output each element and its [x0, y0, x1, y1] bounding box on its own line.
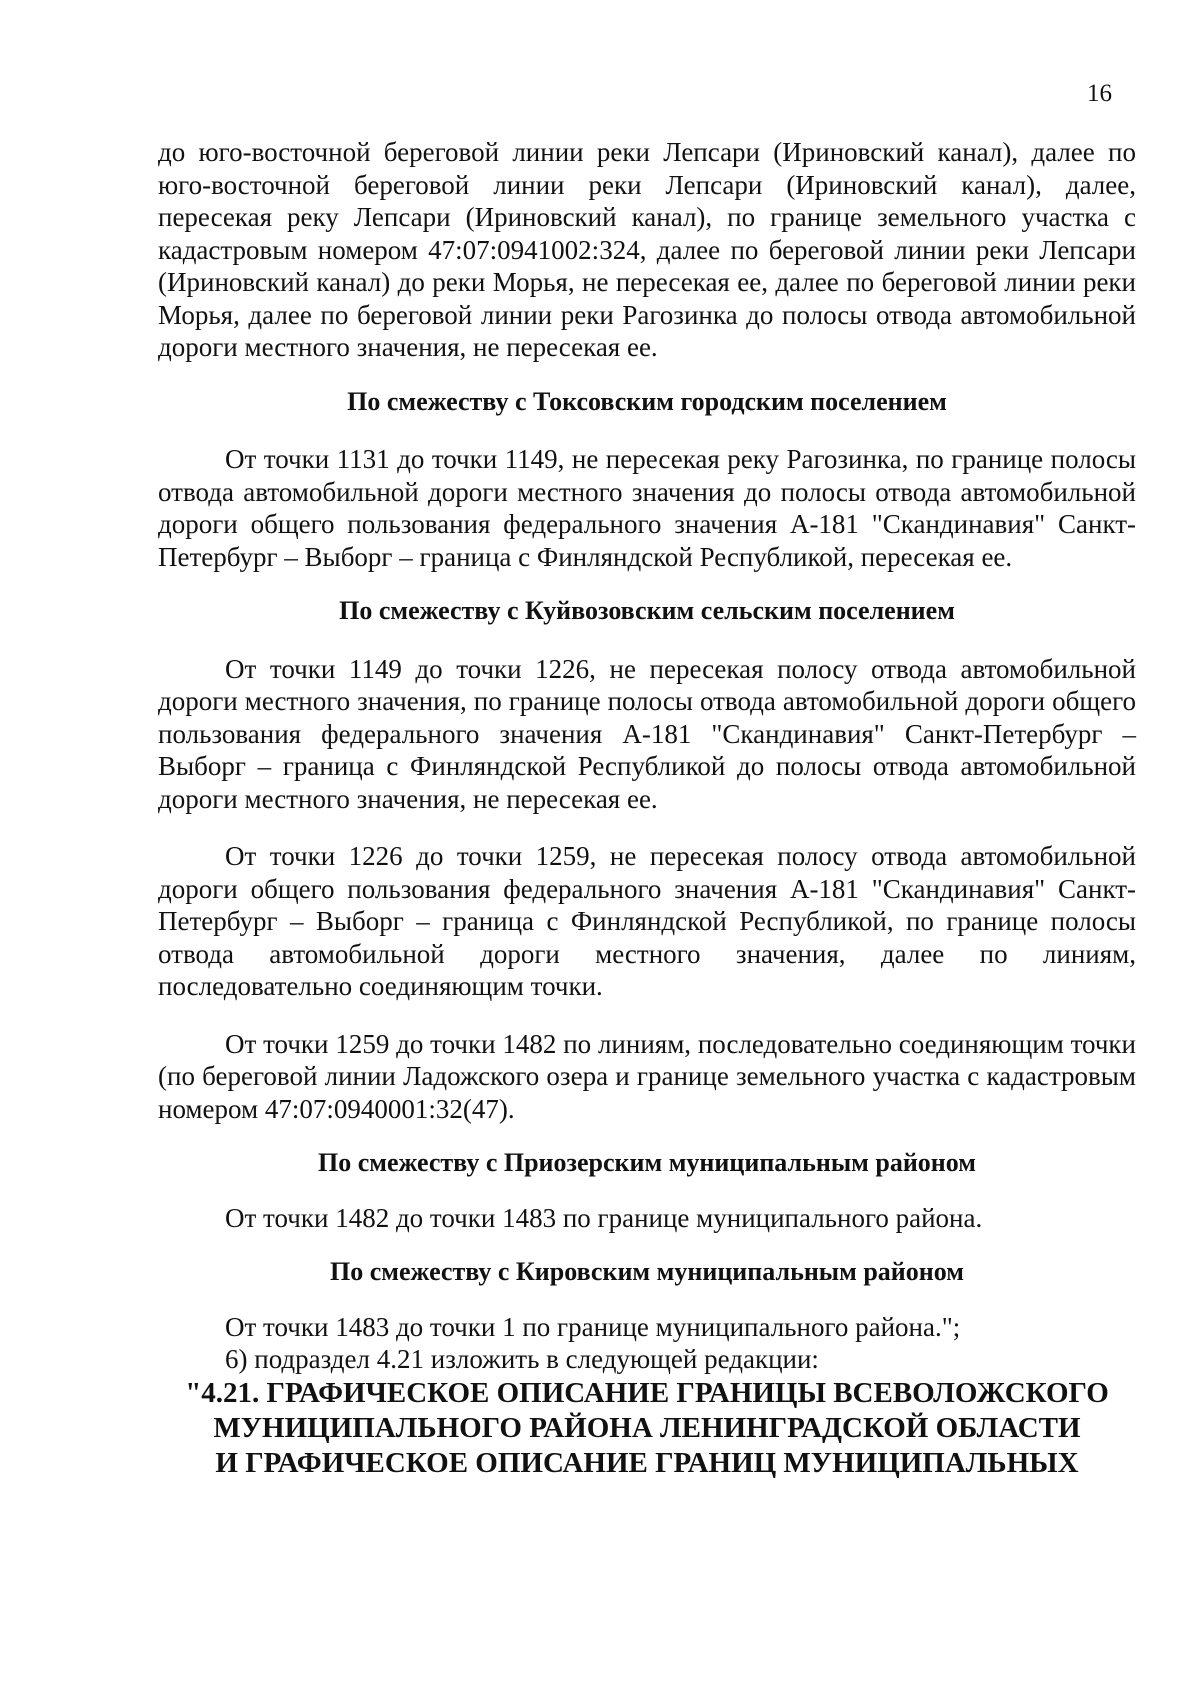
paragraph-kuyvozi-2: От точки 1226 до точки 1259, не пересекая полосу отвода автомобильной дороги общего пользования федерального значения А-181 "Скандинавия" Санкт-Петербург – Выборг – граница с Финляндской Республикой, по границе полосы отвода автомобильной дороги местного значения, далее по линиям, последовательно соединяющим точки. [158, 841, 1136, 1001]
subsection-title-line-3: И ГРАФИЧЕСКОЕ ОПИСАНИЕ ГРАНИЦ МУНИЦИПАЛЬНЫХ [215, 1446, 1079, 1479]
paragraph-kuyvozi-1: От точки 1149 до точки 1226, не пересекая полосу отвода автомобильной дороги местного значения, по границе полосы отвода автомобильной дороги общего пользования федерального значения А-181 "Скандинавия" Санкт-Петербург – Выборг – граница с Финляндской Республикой до полосы отвода автомобильной дороги местного значения, не пересекая ее. [158, 653, 1136, 814]
paragraph-toksovo: От точки 1131 до точки 1149, не пересекая реку Рагозинка, по границе полосы отвода автомобильной дороги местного значения до полосы отвода автомобильной дороги общего пользования федерального значения А-181 "Скандинавия" Санкт-Петербург – Выборг – граница с Финляндской Республикой, пересекая ее. [158, 444, 1136, 572]
section-heading-toksovo: По смежеству с Токсовским городским поселением [347, 386, 947, 416]
paragraph-priozersk: От точки 1482 до точки 1483 по границе муниципального района. [225, 1202, 983, 1233]
section-heading-priozersk: По смежеству с Приозерским муниципальным районом [317, 1148, 976, 1177]
document-body [158, 136, 1136, 1481]
page-number: 16 [1087, 80, 1112, 107]
paragraph-kuyvozi-3: От точки 1259 до точки 1482 по линиям, последовательно соединяющим точки (по береговой линии Ладожского озера и границе земельного участка с кадастровым номером 47:07:0940001:32(47). [158, 1028, 1136, 1124]
subsection-title-line-1: "4.21. ГРАФИЧЕСКОЕ ОПИСАНИЕ ГРАНИЦЫ ВСЕВОЛОЖСКОГО [185, 1376, 1109, 1409]
section-heading-kuyvozi: По смежеству с Куйвозовским сельским поселением [339, 596, 955, 625]
subsection-title-line-2: МУНИЦИПАЛЬНОГО РАЙОНА ЛЕНИНГРАДСКОЙ ОБЛАСТИ [213, 1411, 1081, 1444]
paragraph-amendment: 6) подраздел 4.21 изложить в следующей редакции: [225, 1344, 819, 1374]
paragraph-continuation: до юго-восточной береговой линии реки Лепсари (Ириновский канал), далее по юго-восточной береговой линии реки Лепсари (Ириновский канал), далее, пересекая реку Лепсари (Ириновский канал), по границе земельного участка с кадастровым номером 47:07:0941002:324, далее по береговой линии реки Лепсари (Ириновский канал) до реки Морья, не пересекая ее, далее по береговой линии реки Морья, далее по береговой линии реки Рагозинка до полосы отвода автомобильной дороги местного значения, не пересекая ее. [158, 137, 1136, 362]
paragraph-kirovsk: От точки 1483 до точки 1 по границе муниципального района."; [225, 1311, 961, 1342]
section-heading-kirovsk: По смежеству с Кировским муниципальным районом [330, 1257, 964, 1286]
